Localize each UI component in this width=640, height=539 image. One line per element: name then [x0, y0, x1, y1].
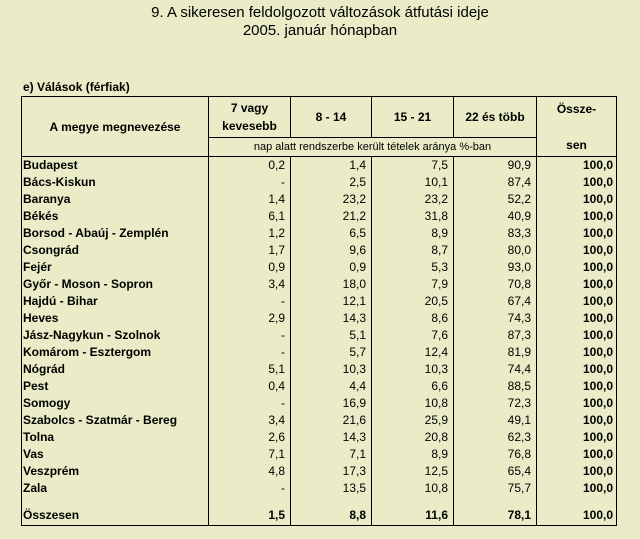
header-county: A megye megnevezése — [22, 97, 209, 157]
header-col-15-21: 15 - 21 — [372, 97, 454, 138]
value-22-plus: 74,4 — [454, 361, 537, 378]
value-8-14: 1,4 — [291, 157, 372, 175]
value-8-14: 2,5 — [291, 174, 372, 191]
value-22-plus: 87,4 — [454, 174, 537, 191]
value-total: 100,0 — [537, 225, 617, 242]
value-15-21: 31,8 — [372, 208, 454, 225]
value-8-14: 14,3 — [291, 429, 372, 446]
table-row — [22, 480, 617, 497]
value-8-14: 10,3 — [291, 361, 372, 378]
value-total: 100,0 — [537, 191, 617, 208]
header-total — [537, 97, 617, 157]
table-row — [22, 463, 617, 480]
value-8-14: 9,6 — [291, 242, 372, 259]
summary-total: 100,0 — [537, 505, 617, 526]
summary-7-or-less: 1,5 — [209, 505, 291, 526]
county-name: Fejér — [22, 259, 209, 276]
value-7-or-less: 0,9 — [209, 259, 291, 276]
value-7-or-less: 4,8 — [209, 463, 291, 480]
value-22-plus: 49,1 — [454, 412, 537, 429]
value-15-21: 20,5 — [372, 293, 454, 310]
value-15-21: 10,3 — [372, 361, 454, 378]
value-22-plus: 74,3 — [454, 310, 537, 327]
value-22-plus: 52,2 — [454, 191, 537, 208]
value-22-plus: 40,9 — [454, 208, 537, 225]
value-7-or-less: 6,1 — [209, 208, 291, 225]
value-22-plus: 80,0 — [454, 242, 537, 259]
value-15-21: 12,4 — [372, 344, 454, 361]
county-name: Komárom - Esztergom — [22, 344, 209, 361]
county-name: Tolna — [22, 429, 209, 446]
value-15-21: 8,7 — [372, 242, 454, 259]
table-row — [22, 310, 617, 327]
value-22-plus: 75,7 — [454, 480, 537, 497]
table-row — [22, 395, 617, 412]
value-15-21: 20,8 — [372, 429, 454, 446]
value-total: 100,0 — [537, 242, 617, 259]
table-row — [22, 259, 617, 276]
value-total: 100,0 — [537, 276, 617, 293]
value-7-or-less: 3,4 — [209, 276, 291, 293]
table-row — [22, 293, 617, 310]
county-name: Nógrád — [22, 361, 209, 378]
value-8-14: 4,4 — [291, 378, 372, 395]
county-name: Szabolcs - Szatmár - Bereg — [22, 412, 209, 429]
table-row — [22, 191, 617, 208]
title-line-2: 2005. január hónapban — [242, 22, 398, 39]
value-total: 100,0 — [537, 412, 617, 429]
value-15-21: 8,9 — [372, 446, 454, 463]
table-row — [22, 361, 617, 378]
value-22-plus: 88,5 — [454, 378, 537, 395]
value-22-plus: 90,9 — [454, 157, 537, 175]
value-15-21: 25,9 — [372, 412, 454, 429]
value-total: 100,0 — [537, 293, 617, 310]
table-row — [22, 378, 617, 395]
header-col-22-plus: 22 és több — [454, 97, 537, 138]
value-22-plus: 81,9 — [454, 344, 537, 361]
summary-8-14: 8,8 — [291, 505, 372, 526]
value-15-21: 10,8 — [372, 395, 454, 412]
value-15-21: 7,6 — [372, 327, 454, 344]
data-table — [21, 96, 617, 526]
value-8-14: 7,1 — [291, 446, 372, 463]
value-total: 100,0 — [537, 259, 617, 276]
value-total: 100,0 — [537, 429, 617, 446]
value-22-plus: 62,3 — [454, 429, 537, 446]
value-7-or-less: 7,1 — [209, 446, 291, 463]
value-8-14: 0,9 — [291, 259, 372, 276]
value-8-14: 14,3 — [291, 310, 372, 327]
value-15-21: 7,5 — [372, 157, 454, 175]
value-22-plus: 72,3 — [454, 395, 537, 412]
section-label: e) Válások (férfiak) — [23, 80, 130, 94]
value-7-or-less: 0,4 — [209, 378, 291, 395]
county-name: Borsod - Abaúj - Zemplén — [22, 225, 209, 242]
header-total-line1: Össze- — [556, 101, 597, 116]
value-15-21: 10,1 — [372, 174, 454, 191]
value-7-or-less: 1,2 — [209, 225, 291, 242]
county-name: Zala — [22, 480, 209, 497]
value-total: 100,0 — [537, 361, 617, 378]
value-15-21: 8,9 — [372, 225, 454, 242]
value-7-or-less: - — [209, 344, 291, 361]
value-total: 100,0 — [537, 174, 617, 191]
county-name: Győr - Moson - Sopron — [22, 276, 209, 293]
value-7-or-less: - — [209, 327, 291, 344]
value-8-14: 18,0 — [291, 276, 372, 293]
value-total: 100,0 — [537, 446, 617, 463]
value-total: 100,0 — [537, 310, 617, 327]
value-8-14: 5,7 — [291, 344, 372, 361]
value-total: 100,0 — [537, 480, 617, 497]
county-name: Csongrád — [22, 242, 209, 259]
header-col-8-14: 8 - 14 — [291, 97, 372, 138]
value-22-plus: 67,4 — [454, 293, 537, 310]
value-15-21: 6,6 — [372, 378, 454, 395]
value-7-or-less: 5,1 — [209, 361, 291, 378]
value-8-14: 21,6 — [291, 412, 372, 429]
value-22-plus: 70,8 — [454, 276, 537, 293]
table-row — [22, 344, 617, 361]
value-7-or-less: 1,4 — [209, 191, 291, 208]
value-15-21: 23,2 — [372, 191, 454, 208]
county-name: Bács-Kiskun — [22, 174, 209, 191]
value-total: 100,0 — [537, 208, 617, 225]
header-col1-line2: kevesebb — [222, 119, 277, 133]
value-15-21: 5,3 — [372, 259, 454, 276]
value-7-or-less: - — [209, 293, 291, 310]
summary-label: Összesen — [22, 505, 209, 526]
table-row — [22, 225, 617, 242]
value-7-or-less: 2,6 — [209, 429, 291, 446]
county-name: Veszprém — [22, 463, 209, 480]
table-row — [22, 446, 617, 463]
value-7-or-less: - — [209, 480, 291, 497]
value-7-or-less: - — [209, 395, 291, 412]
table-row — [22, 276, 617, 293]
value-8-14: 21,2 — [291, 208, 372, 225]
value-7-or-less: 0,2 — [209, 157, 291, 175]
table-row — [22, 429, 617, 446]
county-name: Somogy — [22, 395, 209, 412]
value-15-21: 7,9 — [372, 276, 454, 293]
value-15-21: 12,5 — [372, 463, 454, 480]
table-row — [22, 208, 617, 225]
value-8-14: 13,5 — [291, 480, 372, 497]
county-name: Baranya — [22, 191, 209, 208]
value-8-14: 6,5 — [291, 225, 372, 242]
header-col-7-or-less — [209, 97, 291, 138]
county-name: Heves — [22, 310, 209, 327]
value-22-plus: 65,4 — [454, 463, 537, 480]
county-name: Vas — [22, 446, 209, 463]
header-col1-line1: 7 vagy — [230, 101, 269, 115]
value-8-14: 23,2 — [291, 191, 372, 208]
table-row — [22, 242, 617, 259]
table-row — [22, 327, 617, 344]
value-total: 100,0 — [537, 157, 617, 175]
county-name: Békés — [22, 208, 209, 225]
county-name: Hajdú - Bihar — [22, 293, 209, 310]
table-row — [22, 174, 617, 191]
value-total: 100,0 — [537, 463, 617, 480]
value-22-plus: 83,3 — [454, 225, 537, 242]
value-22-plus: 93,0 — [454, 259, 537, 276]
county-name: Jász-Nagykun - Szolnok — [22, 327, 209, 344]
value-8-14: 17,3 — [291, 463, 372, 480]
value-22-plus: 87,3 — [454, 327, 537, 344]
table-row — [22, 412, 617, 429]
spacer-row — [22, 497, 617, 505]
title-line-1: 9. A sikeresen feldolgozott változások átfutási ideje — [151, 4, 489, 21]
value-15-21: 8,6 — [372, 310, 454, 327]
summary-15-21: 11,6 — [372, 505, 454, 526]
header-total-line2: sen — [566, 137, 587, 152]
value-7-or-less: 1,7 — [209, 242, 291, 259]
value-8-14: 5,1 — [291, 327, 372, 344]
value-total: 100,0 — [537, 344, 617, 361]
value-15-21: 10,8 — [372, 480, 454, 497]
summary-row — [22, 505, 617, 526]
value-total: 100,0 — [537, 327, 617, 344]
table-row — [22, 157, 617, 175]
value-22-plus: 76,8 — [454, 446, 537, 463]
value-7-or-less: - — [209, 174, 291, 191]
value-8-14: 12,1 — [291, 293, 372, 310]
county-name: Pest — [22, 378, 209, 395]
value-total: 100,0 — [537, 378, 617, 395]
summary-22-plus: 78,1 — [454, 505, 537, 526]
value-7-or-less: 2,9 — [209, 310, 291, 327]
value-7-or-less: 3,4 — [209, 412, 291, 429]
county-name: Budapest — [22, 157, 209, 175]
value-total: 100,0 — [537, 395, 617, 412]
value-8-14: 16,9 — [291, 395, 372, 412]
header-subheader: nap alatt rendszerbe került tételek aránya %-ban — [209, 138, 537, 157]
